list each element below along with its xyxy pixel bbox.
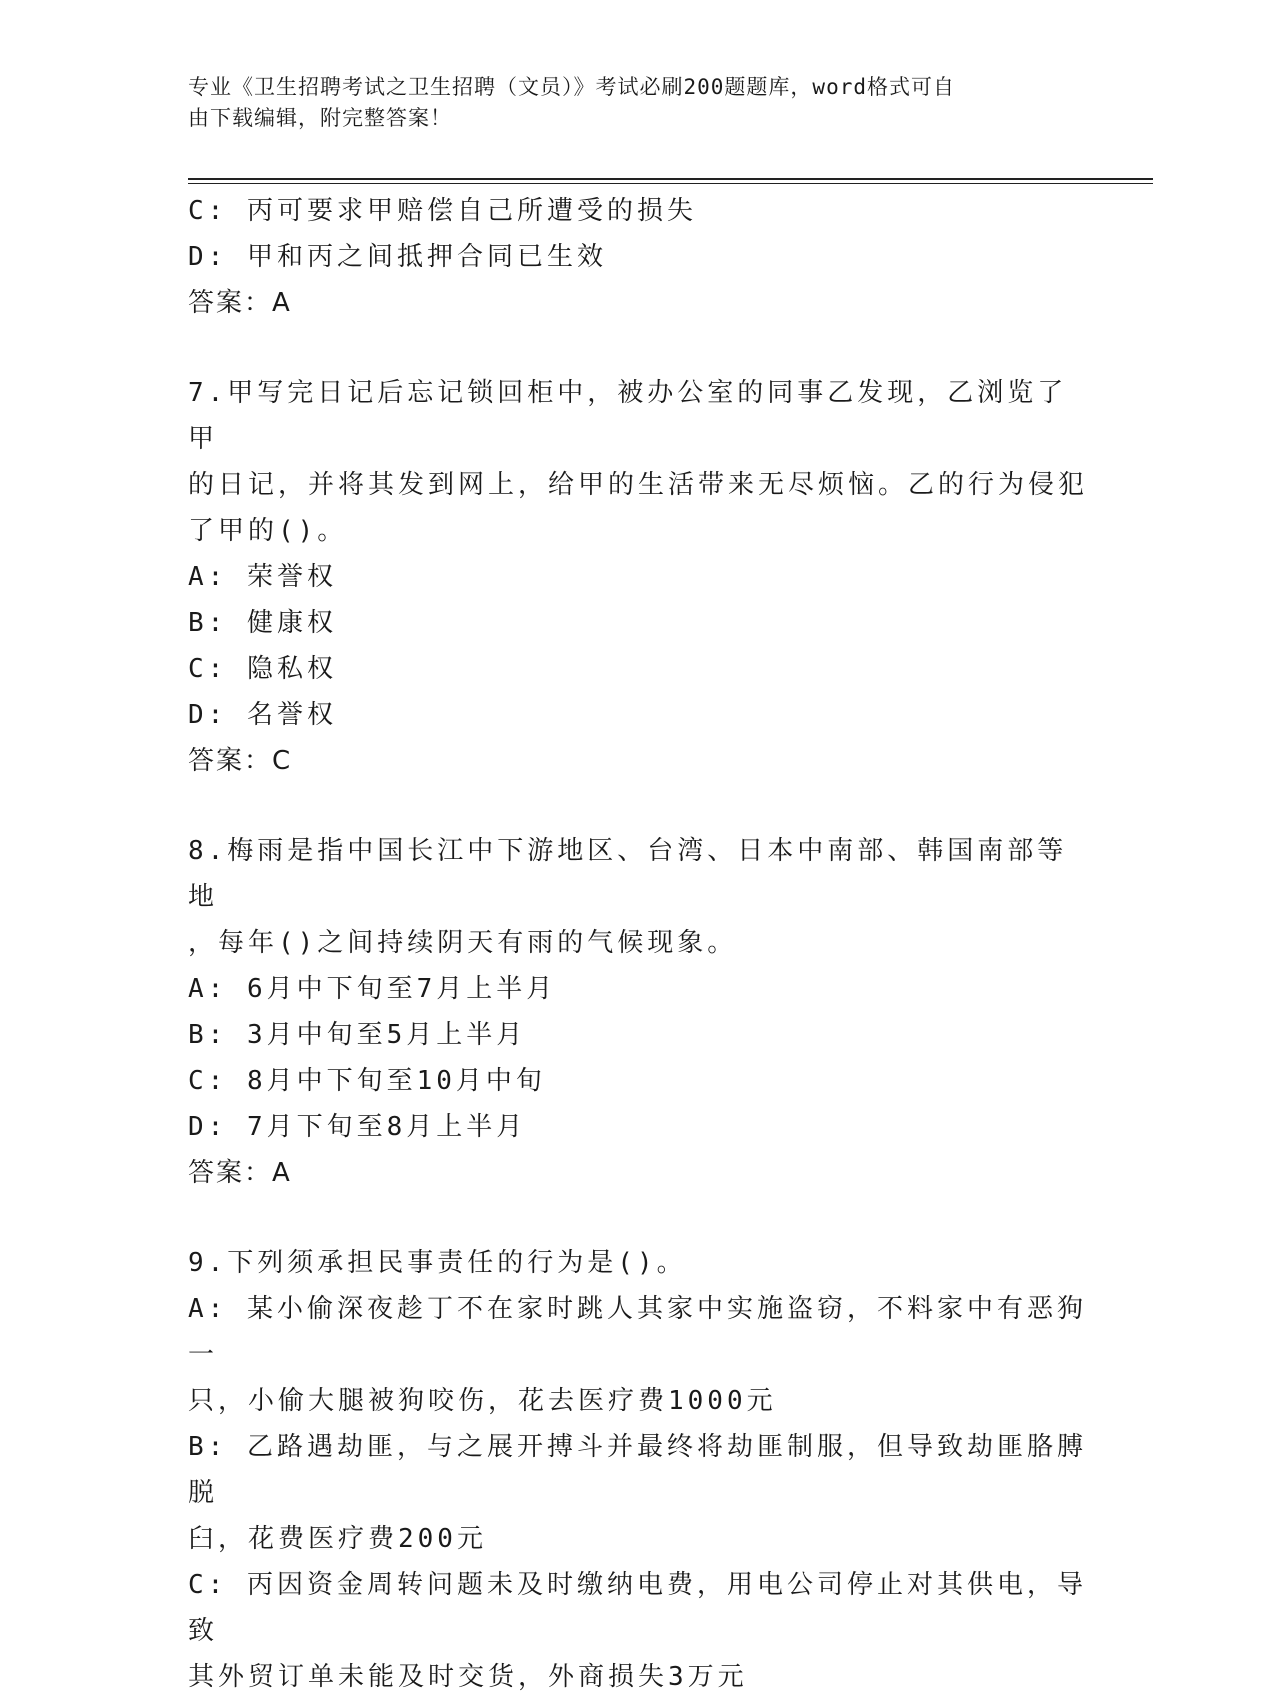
page-header xyxy=(188,72,1068,134)
answer-line: 答案：A xyxy=(188,1158,292,1188)
option-c: C: 丙可要求甲赔偿自己所遭受的损失 xyxy=(188,196,697,226)
option-d: D: 名誉权 xyxy=(188,700,337,730)
answer-line: 答案：A xyxy=(188,288,292,318)
question-stem: 7.甲写完日记后忘记锁回柜中，被办公室的同事乙发现，乙浏览了甲 xyxy=(188,378,1068,454)
option-a-continued: 只，小偷大腿被狗咬伤，花去医疗费1000元 xyxy=(188,1386,777,1416)
header-divider-thin xyxy=(188,183,1153,184)
option-c-continued: 其外贸订单未能及时交货，外商损失3万元 xyxy=(188,1662,748,1692)
question-stem: ，每年()之间持续阴天有雨的气候现象。 xyxy=(188,928,738,958)
header-divider xyxy=(188,178,1153,180)
answer-line: 答案：C xyxy=(188,746,293,776)
question-9 xyxy=(188,1240,1088,1700)
option-a: A: 6月中下旬至7月上半月 xyxy=(188,974,557,1004)
question-stem: 了甲的()。 xyxy=(188,516,348,546)
option-b: B: 3月中旬至5月上半月 xyxy=(188,1020,527,1050)
question-6-continued xyxy=(188,188,1088,326)
option-d: D: 甲和丙之间抵押合同已生效 xyxy=(188,242,607,272)
option-a: A: 荣誉权 xyxy=(188,562,337,592)
header-line: 专业《卫生招聘考试之卫生招聘（文员）》考试必刷200题题库，word格式可自 xyxy=(188,75,955,99)
question-8 xyxy=(188,828,1088,1196)
header-line: 由下载编辑，附完整答案！ xyxy=(188,106,452,130)
question-7 xyxy=(188,370,1088,784)
option-b-continued: 臼，花费医疗费200元 xyxy=(188,1524,487,1554)
option-c: C: 隐私权 xyxy=(188,654,337,684)
option-b: B: 健康权 xyxy=(188,608,337,638)
option-a: A: 某小偷深夜趁丁不在家时跳人其家中实施盗窃，不料家中有恶狗一 xyxy=(188,1294,1087,1370)
option-c: C: 丙因资金周转问题未及时缴纳电费，用电公司停止对其供电，导致 xyxy=(188,1570,1087,1646)
question-stem: 的日记，并将其发到网上，给甲的生活带来无尽烦恼。乙的行为侵犯 xyxy=(188,470,1089,500)
option-d: D: 7月下旬至8月上半月 xyxy=(188,1112,527,1142)
option-c: C: 8月中下旬至10月中旬 xyxy=(188,1066,546,1096)
question-stem: 8.梅雨是指中国长江中下游地区、台湾、日本中南部、韩国南部等地 xyxy=(188,836,1068,912)
option-b: B: 乙路遇劫匪，与之展开搏斗并最终将劫匪制服，但导致劫匪胳膊脱 xyxy=(188,1432,1087,1508)
question-content xyxy=(188,188,1088,1700)
question-stem: 9.下列须承担民事责任的行为是()。 xyxy=(188,1248,687,1278)
